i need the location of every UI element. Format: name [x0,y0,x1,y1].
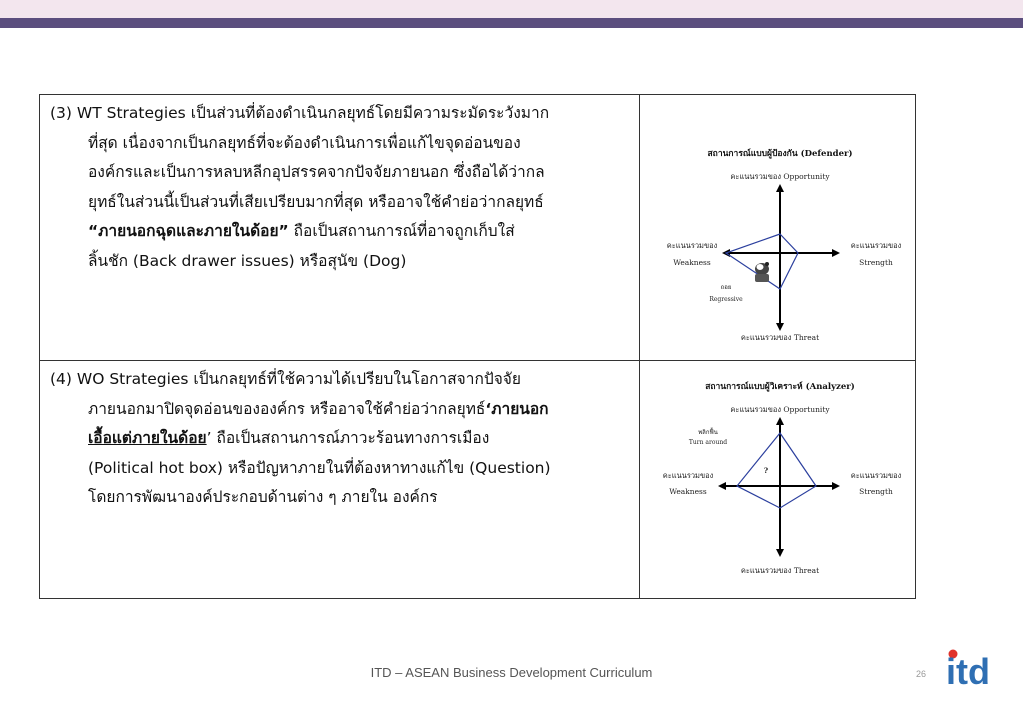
text-fragment: ’ ถือเป็นสถานการณ์ภาวะร้อนทางการเมือง [206,429,490,447]
quadrant-label-sub: Regressive [709,296,743,303]
wo-strategy-cell [40,361,640,599]
logo-text: itd [946,651,990,690]
wt-strategy-text [40,95,639,276]
text-fragment: ถือเป็นสถานการณ์ที่อาจถูกเก็บใส่ [288,222,515,240]
table-row [40,95,916,361]
quadrant-label-sub: Turn around [688,439,728,446]
strategy-table [39,94,916,599]
axis-label-top: คะแนนรวมของ Opportunity [730,172,830,181]
footer-text: ITD – ASEAN Business Development Curriculum [370,665,653,680]
text-line: (Political hot box) หรือปัญหาภายในที่ต้องหาทางแก้ไข (Question) [88,458,551,477]
analyzer-diagram [640,361,915,598]
quadrant-label: ถอย [720,284,732,291]
axis-label-right-sub: Strength [859,487,893,496]
table-row [40,361,916,599]
axis-label-left: คะแนนรวมของ [662,471,714,480]
text-line: ยุทธ์ในส่วนนี้เป็นส่วนที่เสียเปรียบมากที่สุด หรืออาจใช้คำย่อว่ากลยุทธ์ [88,192,544,211]
arrow-right-icon [832,482,840,490]
text-fragment: ภายนอกมาปิดจุดอ่อนขององค์กร หรืออาจใช้คำย่อว่ากลยุทธ์ [88,399,486,418]
page-number: 26 [916,669,927,679]
axis-label-top: คะแนนรวมของ Opportunity [730,405,830,414]
defender-diagram [640,95,915,360]
text-line: ที่สุด เนื่องจากเป็นกลยุทธ์ที่จะต้องดำเนินการเพื่อแก้ไขจุดอ่อนของ [88,133,521,152]
arrow-right-icon [832,249,840,257]
diagram-title: สถานการณ์แบบผู้วิเคราะห์ (Analyzer) [705,382,855,392]
header-band [0,0,1023,18]
text-line: องค์กรและเป็นการหลบหลีกอุปสรรคจากปัจจัยภายนอก ซึ่งถือได้ว่ากล [88,163,545,181]
text-line: ลิ้นชัก (Back drawer issues) หรือสุนัข (Dog) [88,251,407,270]
axis-label-left: คะแนนรวมของ [666,241,718,250]
axis-label-right-sub: Strength [859,258,893,267]
arrow-down-icon [776,323,784,331]
analyzer-diagram-cell [640,361,916,599]
arrow-down-icon [776,549,784,557]
arrow-up-icon [776,417,784,425]
bold-phrase: ‘ภายนอก [485,399,549,418]
axis-label-bottom: คะแนนรวมของ Threat [740,333,820,342]
score-polygon [737,433,816,508]
wt-strategy-cell [40,95,640,361]
text-line: (3) WT Strategies เป็นส่วนที่ต้องดำเนินกลยุทธ์โดยมีความระมัดระวังมาก [50,104,550,122]
axis-label-right: คะแนนรวมของ [850,241,902,250]
text-line: (4) WO Strategies เป็นกลยุทธ์ที่ใช้ความได้เปรียบในโอกาสจากปัจจัย [50,370,521,388]
axis-label-bottom: คะแนนรวมของ Threat [740,566,820,575]
defender-diagram-cell [640,95,916,361]
itd-logo [945,646,1015,690]
text-line [50,395,631,425]
diagram-title: สถานการณ์แบบผู้ป้องกัน (Defender) [707,149,853,159]
arrow-up-icon [776,184,784,192]
quadrant-label: พลิกฟื้น [698,429,718,436]
header-bar [0,18,1023,28]
dog-icon [755,262,769,282]
text-line: โดยการพัฒนาองค์ประกอบด้านต่าง ๆ ภายใน องค์กร [88,488,438,506]
axis-label-left-sub: Weakness [669,487,707,496]
axis-label-right: คะแนนรวมของ [850,471,902,480]
arrow-left-icon [718,482,726,490]
text-line [50,424,631,454]
question-mark: ? [763,466,769,475]
bold-underlined-phrase: เอื้อแต่ภายในด้อย [88,429,207,447]
text-line [50,217,631,247]
axis-label-left-sub: Weakness [673,258,711,267]
wo-strategy-text [40,361,639,513]
bold-phrase: “ภายนอกฉุดและภายในด้อย” [88,222,289,240]
